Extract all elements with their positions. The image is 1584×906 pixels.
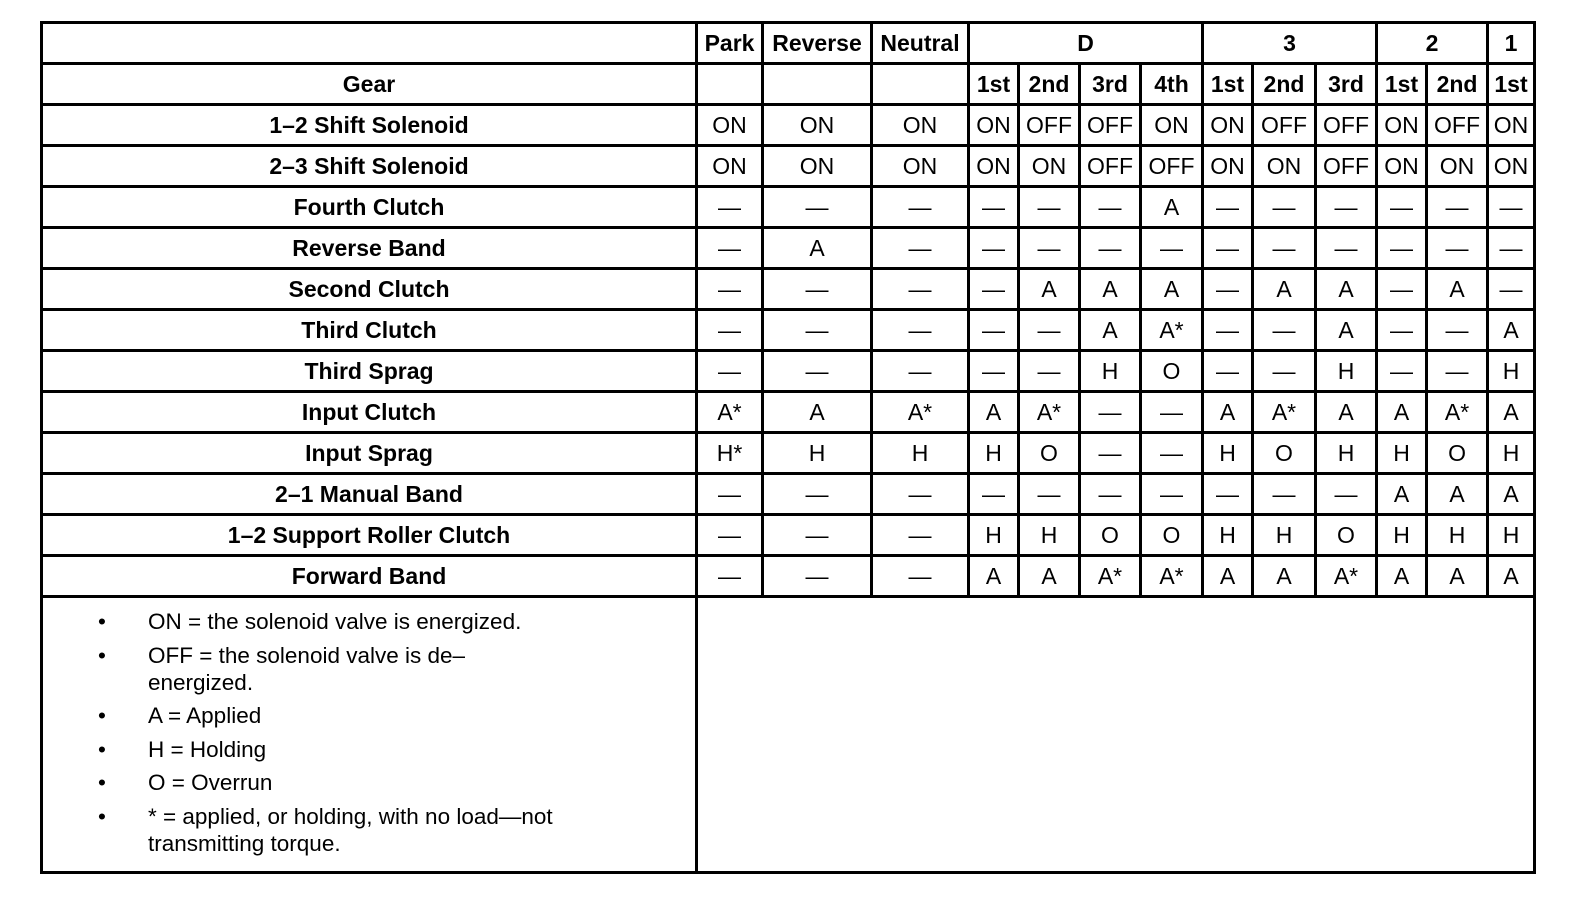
table-cell: — [1203,474,1253,515]
table-cell: H [1488,351,1535,392]
table-cell: — [872,187,969,228]
table-cell: ON [1488,146,1535,187]
table-cell: O [1316,515,1377,556]
table-cell: H [1427,515,1488,556]
table-cell: — [1019,351,1080,392]
range-header-2: Neutral [872,23,969,64]
table-cell: H [872,433,969,474]
table-cell: ON [1253,146,1316,187]
table-cell: — [1019,187,1080,228]
table-cell: — [872,310,969,351]
table-cell: — [1427,310,1488,351]
table-cell: A [1488,556,1535,597]
table-cell: — [1253,474,1316,515]
table-row [42,228,1535,269]
table-cell: — [872,474,969,515]
table-cell: A [1253,556,1316,597]
bullet-icon: • [98,642,106,668]
table-cell: H [1316,433,1377,474]
row-label: Reverse Band [42,228,697,269]
table-cell: A* [1253,392,1316,433]
legend-text: OFF = the solenoid valve is de–energized. [148,642,466,695]
row-label: 1–2 Shift Solenoid [42,105,697,146]
table-cell: — [1253,187,1316,228]
table-cell: — [1019,310,1080,351]
table-cell: — [969,228,1019,269]
row-label: Input Sprag [42,433,697,474]
table-cell: — [1080,392,1141,433]
table-cell: — [1141,474,1203,515]
table-cell: — [1316,474,1377,515]
table-cell: — [1019,474,1080,515]
table-cell: A [1203,392,1253,433]
table-cell: A [1488,392,1535,433]
table-cell: — [1488,228,1535,269]
table-cell: A [1377,392,1427,433]
empty-area [697,597,1535,873]
table-cell: A [969,392,1019,433]
gear-header-6: 4th [1141,64,1203,105]
table-cell: A [1203,556,1253,597]
legend-text: A = Applied [148,703,262,728]
legend-list [43,608,695,857]
legend-item [43,702,568,729]
table-cell: — [697,556,763,597]
table-cell: A [1377,556,1427,597]
legend-cell [42,597,697,873]
table-cell: H [969,433,1019,474]
table-cell: A [1377,474,1427,515]
table-cell: OFF [1427,105,1488,146]
table-cell: — [1377,269,1427,310]
table-cell: A [763,392,872,433]
table-row [42,310,1535,351]
table-cell: O [1141,351,1203,392]
table-cell: H [763,433,872,474]
table-cell: O [1253,433,1316,474]
row-label: Third Clutch [42,310,697,351]
table-cell: ON [969,146,1019,187]
table-cell: H [1253,515,1316,556]
table-cell: A* [1316,556,1377,597]
table-cell: H [969,515,1019,556]
table-cell: — [697,474,763,515]
row-label: 1–2 Support Roller Clutch [42,515,697,556]
table-cell: H* [697,433,763,474]
row-label: Second Clutch [42,269,697,310]
legend-item [43,736,568,763]
table-cell: A [1316,269,1377,310]
table-cell: H [1377,515,1427,556]
legend-item [43,642,568,696]
table-cell: H [1080,351,1141,392]
table-cell: A* [872,392,969,433]
table-cell: — [1253,310,1316,351]
table-row [42,105,1535,146]
table-cell: ON [1203,105,1253,146]
table-cell: ON [1019,146,1080,187]
table-cell: OFF [1080,146,1141,187]
table-cell: H [1203,433,1253,474]
gear-header-11: 2nd [1427,64,1488,105]
table-cell: A [1141,269,1203,310]
table-cell: — [1203,228,1253,269]
table-cell: OFF [1019,105,1080,146]
table-cell: — [697,269,763,310]
table-cell: A* [1080,556,1141,597]
table-cell: A* [1427,392,1488,433]
table-cell: ON [969,105,1019,146]
table-row [42,433,1535,474]
table-cell: — [697,351,763,392]
bullet-icon: • [98,736,106,762]
table-cell: — [1080,433,1141,474]
legend-item [43,608,568,635]
legend-row [42,597,1535,873]
table-cell: — [697,187,763,228]
table-cell: O [1019,433,1080,474]
table-cell: — [697,310,763,351]
table-cell: A [1488,310,1535,351]
bullet-icon: • [98,803,106,829]
table-cell: OFF [1253,105,1316,146]
table-cell: — [969,474,1019,515]
table-cell: ON [697,146,763,187]
range-header-4: 3 [1203,23,1377,64]
table-cell: A [1080,310,1141,351]
table-cell: — [1377,310,1427,351]
legend-item [43,769,568,796]
table-cell: ON [763,146,872,187]
table-cell: H [1316,351,1377,392]
table-cell: — [1141,228,1203,269]
table-cell: H [1488,515,1535,556]
table-row [42,146,1535,187]
table-cell: OFF [1316,105,1377,146]
table-cell: A* [1141,556,1203,597]
row-label: 2–1 Manual Band [42,474,697,515]
table-cell: ON [872,146,969,187]
table-cell: A* [697,392,763,433]
table-cell: OFF [1141,146,1203,187]
gear-label: Gear [42,64,697,105]
legend-text: O = Overrun [148,770,273,795]
table-cell: A [969,556,1019,597]
gear-header-4: 2nd [1019,64,1080,105]
table-row [42,556,1535,597]
range-header-6: 1 [1488,23,1535,64]
table-cell: — [1203,187,1253,228]
table-cell: — [1203,351,1253,392]
table-cell: — [1427,228,1488,269]
table-cell: A [1427,269,1488,310]
table-cell: — [1377,228,1427,269]
gear-header-3: 1st [969,64,1019,105]
table-cell: A* [1141,310,1203,351]
table-cell: — [763,515,872,556]
table-cell: O [1427,433,1488,474]
table-cell: — [1316,228,1377,269]
table-cell: A [1080,269,1141,310]
bullet-icon: • [98,770,106,795]
table-cell: ON [697,105,763,146]
table-cell: — [1377,187,1427,228]
row-label: Input Clutch [42,392,697,433]
shift-chart-table [40,21,1536,874]
table-cell: — [1253,228,1316,269]
table-cell: H [1488,433,1535,474]
gear-header-5: 3rd [1080,64,1141,105]
gear-header-9: 3rd [1316,64,1377,105]
table-cell: — [1488,187,1535,228]
gear-header-0 [697,64,763,105]
table-cell: ON [1377,146,1427,187]
table-cell: — [969,310,1019,351]
table-cell: — [763,351,872,392]
table-cell: — [1203,310,1253,351]
table-cell: — [1141,433,1203,474]
range-header-1: Reverse [763,23,872,64]
table-row [42,392,1535,433]
gear-header-row [42,64,1535,105]
table-cell: A [1141,187,1203,228]
table-cell: — [1203,269,1253,310]
table-row [42,515,1535,556]
table-cell: A [1253,269,1316,310]
row-label: 2–3 Shift Solenoid [42,146,697,187]
legend-text: * = applied, or holding, with no load—not transmitting torque. [148,803,553,856]
table-cell: — [969,269,1019,310]
table-cell: ON [1488,105,1535,146]
table-cell: — [872,269,969,310]
gear-header-12: 1st [1488,64,1535,105]
table-cell: A [1427,474,1488,515]
range-header-3: D [969,23,1203,64]
table-cell: A [1427,556,1488,597]
table-cell: — [697,515,763,556]
bullet-icon: • [98,609,106,634]
table-cell: O [1080,515,1141,556]
bullet-icon: • [98,703,106,728]
table-cell: — [872,351,969,392]
row-label: Third Sprag [42,351,697,392]
table-cell: ON [1141,105,1203,146]
table-cell: ON [1377,105,1427,146]
table-cell: A [1316,310,1377,351]
table-row [42,351,1535,392]
table-cell: — [763,269,872,310]
table-cell: ON [1203,146,1253,187]
table-cell: O [1141,515,1203,556]
table-cell: — [1427,351,1488,392]
table-cell: — [872,228,969,269]
table-cell: A [1316,392,1377,433]
legend-text: H = Holding [148,736,267,762]
table-cell: OFF [1080,105,1141,146]
table-cell: — [969,351,1019,392]
table-cell: — [1080,474,1141,515]
table-row [42,474,1535,515]
table-cell: — [1377,351,1427,392]
table-cell: H [1203,515,1253,556]
row-label: Fourth Clutch [42,187,697,228]
table-cell: — [763,310,872,351]
table-cell: — [697,228,763,269]
table-cell: A [763,228,872,269]
table-cell: A [1488,474,1535,515]
table-cell: ON [1427,146,1488,187]
table-cell: A [1019,269,1080,310]
table-cell: A [1019,556,1080,597]
table-row [42,187,1535,228]
table-cell: — [1019,228,1080,269]
table-cell: — [1141,392,1203,433]
legend-text: ON = the solenoid valve is energized. [148,609,522,634]
table-cell: — [1253,351,1316,392]
legend-item [43,803,568,857]
row-label: Forward Band [42,556,697,597]
gear-header-7: 1st [1203,64,1253,105]
table-cell: — [763,474,872,515]
gear-header-2 [872,64,969,105]
table-cell: H [1019,515,1080,556]
table-cell: ON [872,105,969,146]
table-cell: — [969,187,1019,228]
range-header-0: Park [697,23,763,64]
range-header-row [42,23,1535,64]
table-cell: H [1377,433,1427,474]
table-cell: — [1080,228,1141,269]
table-cell: — [872,556,969,597]
table-cell: — [1488,269,1535,310]
gear-header-10: 1st [1377,64,1427,105]
table-cell: — [763,556,872,597]
table-cell: — [1427,187,1488,228]
table-cell: A* [1019,392,1080,433]
table-cell: — [763,187,872,228]
gear-header-8: 2nd [1253,64,1316,105]
table-cell: ON [763,105,872,146]
range-header-5: 2 [1377,23,1488,64]
corner-cell [42,23,697,64]
table-row [42,269,1535,310]
table-cell: OFF [1316,146,1377,187]
gear-header-1 [763,64,872,105]
table-cell: — [1316,187,1377,228]
table-cell: — [872,515,969,556]
table-cell: — [1080,187,1141,228]
